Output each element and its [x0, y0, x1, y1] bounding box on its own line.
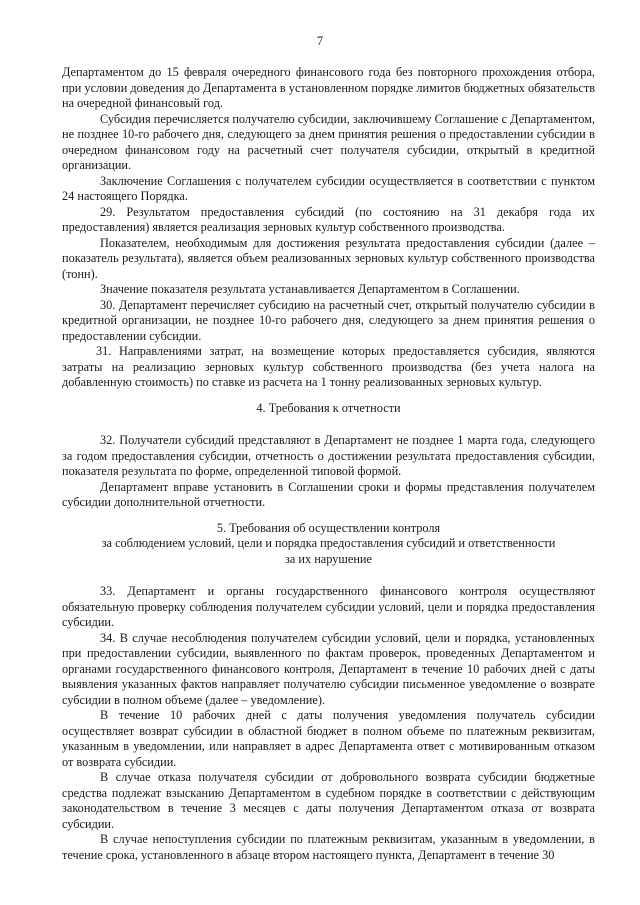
- paragraph-item-32: 32. Получатели субсидий представляют в Департамент не позднее 1 марта года, следующего за годом предоставления субсидии, отчетность о достижении результата предоставления субсидии, показателя результата по форме, определенной типовой формой.: [62, 433, 595, 478]
- paragraph: В течение 10 рабочих дней с даты получения уведомления получатель субсидии осуществляет возврат субсидии в областной бюджет в полном объеме по платежным реквизитам, указанным в уведомлении, или направляет в адрес Департамента ответ с мотивированным отказом от возврата субсидии.: [62, 708, 595, 769]
- paragraph: Значение показателя результата устанавливается Департаментом в Соглашении.: [100, 282, 520, 296]
- paragraph-item-33: 33. Департамент и органы государственного финансового контроля осуществляют обязательную проверку соблюдения получателем субсидии условий, цели и порядка предоставления субсидии.: [62, 584, 595, 629]
- section-5-heading-line: 5. Требования об осуществлении контроля: [216, 520, 441, 535]
- paragraph-item-30: 30. Департамент перечисляет субсидию на расчетный счет, открытый получателю субсидии в кредитной организации, не позднее 10-го рабочего дня, следующего за днем принятия решения о предоставлении субсидии.: [62, 297, 595, 343]
- section-5-heading-line: за их нарушение: [285, 551, 372, 566]
- paragraph: Департамент вправе установить в Соглашении сроки и формы представления получателем субсидии дополнительной отчетности.: [62, 479, 595, 509]
- paragraph-item-31: 31. Направлениями затрат, на возмещение которых предоставляется субсидия, являются затраты на реализацию зерновых культур собственного производства (без учета налога на добавленную стоимость) по ставке из расчета на 1 тонну реализованных зерновых культур.: [62, 344, 595, 389]
- section-5-heading-line: за соблюдением условий, цели и порядка предоставления субсидий и ответственности: [101, 536, 556, 550]
- paragraph: Заключение Соглашения с получателем субсидии осуществляется в соответствии с пунктом 24 настоящего Порядка.: [62, 173, 595, 203]
- section-4-heading: 4. Требования к отчетности: [256, 400, 401, 415]
- paragraph: В случае отказа получателя субсидии от добровольного возврата субсидии бюджетные средства подлежат взысканию Департаментом в судебном порядке в соответствии с действующим законодательством в течение 3 месяцев с даты получения Департаментом отказа от возврата субсидии.: [62, 770, 595, 831]
- paragraph: Показателем, необходимым для достижения результата предоставления субсидии (далее – показатель результата), является объем реализованных зерновых культур собственного производства (тонн).: [62, 235, 595, 281]
- paragraph: В случае непоступления субсидии по платежным реквизитам, указанным в уведомлении, в течение срока, установленного в абзаце втором настоящего пункта, Департамент в течение 30: [62, 832, 595, 862]
- page-number: 7: [316, 34, 324, 48]
- paragraph-item-34: 34. В случае несоблюдения получателем субсидии условий, цели и порядка, установленных при предоставлении субсидии, выявленного по фактам проверок, проведенных Департаментом и органами государственного финансового контроля, Департамент в течение 10 рабочих дней с даты выявления указанных фактов направляет получателю субсидии письменное уведомление о возврате субсидии в полном объеме (далее – уведомление).: [62, 630, 595, 707]
- paragraph-continuation: Департаментом до 15 февраля очередного финансового года без повторного прохождения отбора, при условии доведения до Департамента в установленном порядке лимитов бюджетных обязательств на очередной финансовый год.: [62, 65, 595, 110]
- paragraph: Субсидия перечисляется получателю субсидии, заключившему Соглашение с Департаментом, не позднее 10-го рабочего дня, следующего за днем принятия решения о предоставлении субсидии в очередном финансовом году на расчетный счет получателя субсидии, открытый в кредитной организации.: [62, 111, 595, 172]
- section-5-heading: [62, 521, 595, 568]
- paragraph-item-29: 29. Результатом предоставления субсидий (по состоянию на 31 декабря года их предоставления) является реализация зерновых культур собственного производства.: [62, 204, 595, 234]
- document-body: [62, 65, 595, 863]
